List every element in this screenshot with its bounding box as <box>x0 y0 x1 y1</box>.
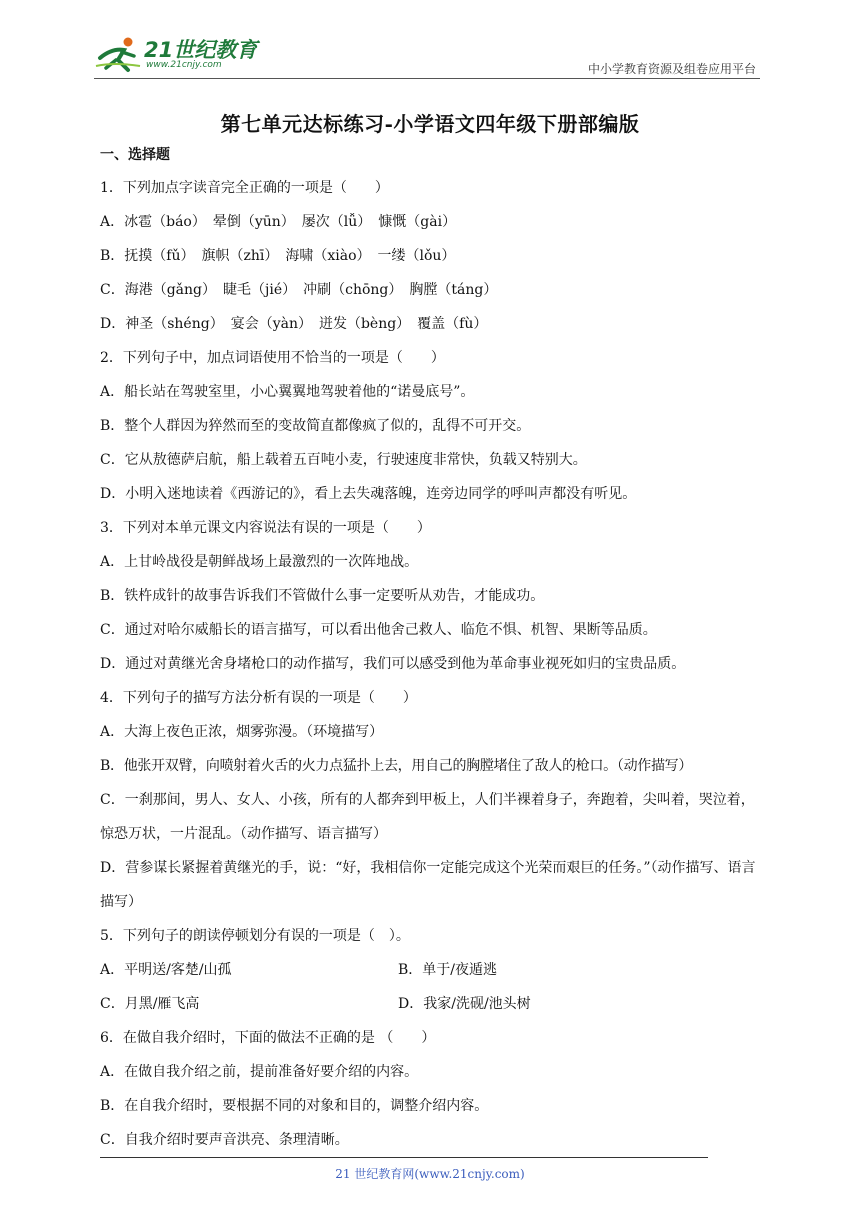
option-b: B．整个人群因为猝然而至的变故简直都像疯了似的，乱得不可开交。 <box>100 418 531 434</box>
question-5 <box>100 919 768 1021</box>
question-2 <box>100 341 768 511</box>
question-stem: 1．下列加点字读音完全正确的一项是（ ） <box>100 180 389 196</box>
option-d: D．通过对黄继光舍身堵枪口的动作描写，我们可以感受到他为革命事业视死如归的宝贵品质。 <box>100 656 686 672</box>
question-stem: 4．下列句子的描写方法分析有误的一项是（ ） <box>100 690 417 706</box>
question-1 <box>100 171 768 341</box>
logo-text: 21世纪教育 <box>144 38 258 62</box>
question-stem: 5．下列句子的朗读停顿划分有误的一项是（ ）。 <box>100 928 410 944</box>
option-b: B．在自我介绍时，要根据不同的对象和目的，调整介绍内容。 <box>100 1098 489 1114</box>
footer-divider <box>100 1157 708 1158</box>
option-d: D．小明入迷地读着《西游记的》，看上去失魂落魄，连旁边同学的呼叫声都没有听见。 <box>100 486 637 502</box>
page-header <box>94 30 760 80</box>
option-c: C．它从敖德萨启航，船上载着五百吨小麦，行驶速度非常快，负载又特别大。 <box>100 452 587 468</box>
option-a: A．在做自我介绍之前，提前准备好要介绍的内容。 <box>100 1064 419 1080</box>
option-d: D．我家/洗砚/池头树 <box>398 996 531 1012</box>
header-divider <box>94 78 760 79</box>
option-d: D．营参谋长紧握着黄继光的手，说：“好，我相信你一定能完成这个光荣而艰巨的任务。”（动作描写、语言描写） <box>100 860 756 910</box>
question-stem: 6．在做自我介绍时，下面的做法不正确的是 （ ） <box>100 1030 436 1046</box>
question-6 <box>100 1021 768 1157</box>
option-c: C．一刹那间，男人、女人、小孩，所有的人都奔到甲板上，人们半裸着身子，奔跑着，尖叫着，哭泣着，惊恐万状，一片混乱。（动作描写、语言描写） <box>100 792 755 842</box>
option-b: B．抚摸（fǔ） 旗帜（zhī） 海啸（xiào） 一缕（lǒu） <box>100 248 456 264</box>
platform-label: 中小学教育资源及组卷应用平台 <box>587 62 756 76</box>
logo-url: www.21cnjy.com <box>146 60 222 70</box>
question-3 <box>100 511 768 681</box>
option-a: A．船长站在驾驶室里，小心翼翼地驾驶着他的“诺曼底号”。 <box>100 384 475 400</box>
question-4 <box>100 681 768 919</box>
runner-logo-icon <box>94 36 142 74</box>
option-d: D．神圣（shéng） 宴会（yàn） 迸发（bèng） 覆盖（fù） <box>100 316 488 332</box>
document-body <box>100 143 768 1157</box>
option-a: A．上甘岭战役是朝鲜战场上最激烈的一次阵地战。 <box>100 554 419 570</box>
option-c: C．海港（gǎng） 睫毛（jié） 冲刷（chōng） 胸膛（táng） <box>100 282 498 298</box>
options-row-1 <box>100 953 768 987</box>
question-stem: 2．下列句子中，加点词语使用不恰当的一项是（ ） <box>100 350 445 366</box>
section-heading: 一、选择题 <box>100 147 170 163</box>
option-c: C．月黑/雁飞高 <box>100 996 200 1012</box>
option-b: B．铁杵成针的故事告诉我们不管做什么事一定要听从劝告，才能成功。 <box>100 588 545 604</box>
option-a: A．冰雹（báo） 晕倒（yūn） 屡次（lǚ） 慷慨（gài） <box>100 214 457 230</box>
options-row-2 <box>100 987 768 1021</box>
option-a: A．大海上夜色正浓，烟雾弥漫。（环境描写） <box>100 724 384 740</box>
option-b: B．单于/夜遁逃 <box>398 962 498 978</box>
question-stem: 3．下列对本单元课文内容说法有误的一项是（ ） <box>100 520 431 536</box>
option-c: C．自我介绍时要声音洪亮、条理清晰。 <box>100 1132 349 1148</box>
site-logo <box>94 30 264 76</box>
option-c: C．通过对哈尔威船长的语言描写，可以看出他舍己救人、临危不惧、机智、果断等品质。 <box>100 622 657 638</box>
option-a: A．平明送/客楚/山孤 <box>100 962 232 978</box>
footer-source[interactable]: 21 世纪教育网(www.21cnjy.com) <box>335 1167 525 1181</box>
option-b: B．他张开双臂，向喷射着火舌的火力点猛扑上去，用自己的胸膛堵住了敌人的枪口。（动作描写） <box>100 758 693 774</box>
document-title: 第七单元达标练习-小学语文四年级下册部编版 <box>220 112 640 136</box>
